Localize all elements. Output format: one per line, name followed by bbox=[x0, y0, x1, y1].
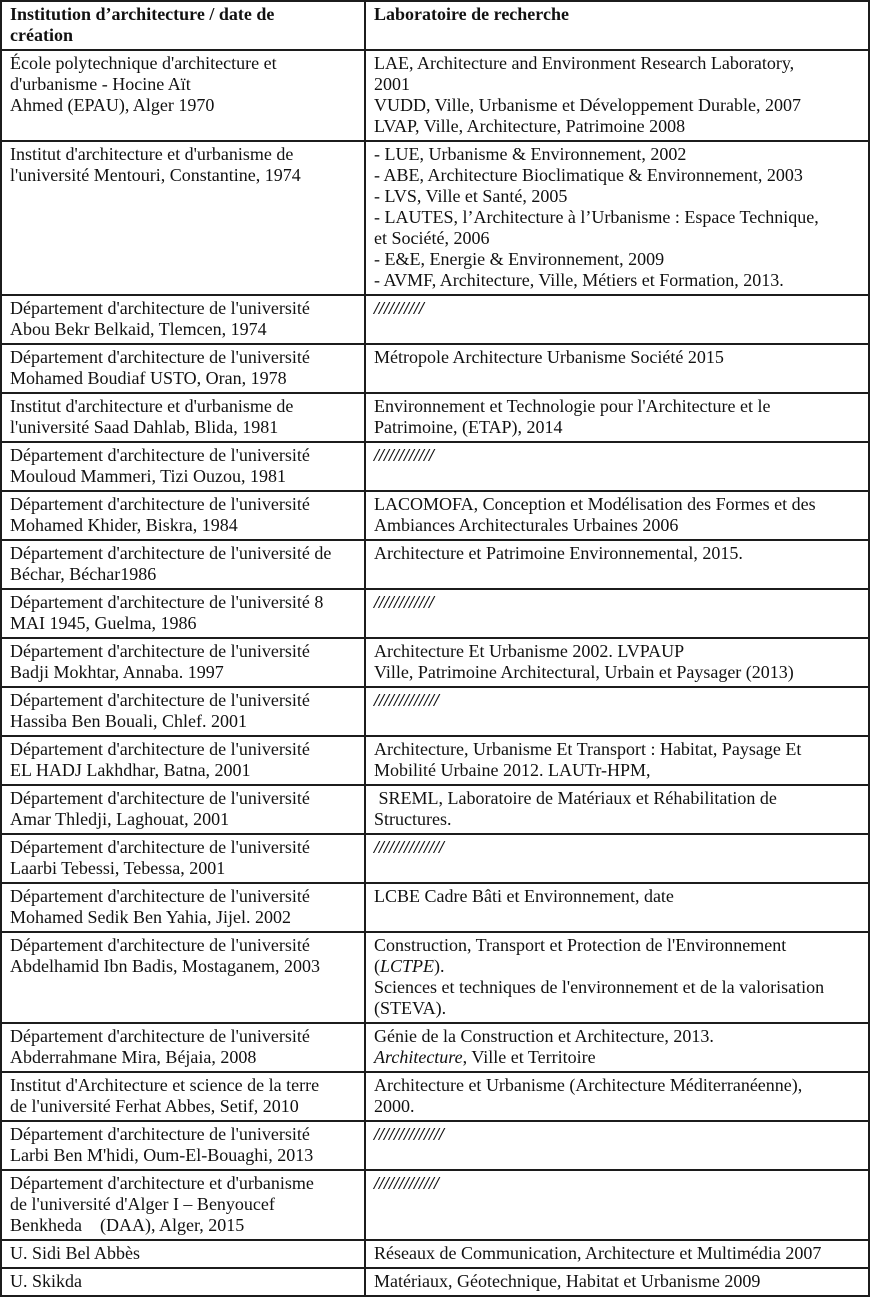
text-segment: U. Sidi Bel Abbès bbox=[10, 1243, 141, 1263]
institution-cell bbox=[1, 393, 365, 442]
text-segment: de l'université Ferhat Abbes, Setif, 2010 bbox=[10, 1096, 299, 1116]
text-segment: Ahmed (EPAU), Alger 1970 bbox=[10, 95, 215, 115]
text-segment: Département d'architecture de l'université bbox=[10, 347, 310, 367]
text-line bbox=[10, 760, 356, 781]
institution-cell bbox=[1, 638, 365, 687]
institution-cell bbox=[1, 736, 365, 785]
text-segment: LVAP, Ville, Architecture, Patrimoine 2008 bbox=[374, 116, 686, 136]
text-line bbox=[10, 907, 356, 928]
text-line bbox=[374, 809, 860, 830]
table-row bbox=[1, 1023, 869, 1072]
text-segment: Mohamed Khider, Biskra, 1984 bbox=[10, 515, 238, 535]
institution-cell bbox=[1, 295, 365, 344]
text-segment: Ambiances Architecturales Urbaines 2006 bbox=[374, 515, 679, 535]
text-line bbox=[374, 1075, 860, 1096]
text-line bbox=[10, 711, 356, 732]
text-line bbox=[374, 494, 860, 515]
text-line bbox=[10, 1271, 356, 1292]
text-line bbox=[10, 417, 356, 438]
text-line bbox=[10, 368, 356, 389]
text-line bbox=[374, 298, 860, 319]
laboratory-cell bbox=[365, 687, 869, 736]
text-line bbox=[10, 466, 356, 487]
text-line bbox=[374, 186, 860, 207]
text-line bbox=[10, 1215, 356, 1236]
text-line bbox=[10, 809, 356, 830]
institution-cell bbox=[1, 1121, 365, 1170]
institution-cell bbox=[1, 1268, 365, 1296]
text-line bbox=[10, 53, 356, 74]
table-row bbox=[1, 1170, 869, 1240]
laboratory-cell bbox=[365, 344, 869, 393]
table-row bbox=[1, 295, 869, 344]
text-line bbox=[374, 543, 860, 564]
laboratory-cell bbox=[365, 393, 869, 442]
text-line bbox=[10, 4, 356, 25]
institution-cell bbox=[1, 883, 365, 932]
text-segment: 2001 bbox=[374, 74, 410, 94]
text-line bbox=[10, 319, 356, 340]
text-segment: Département d'architecture de l'université bbox=[10, 739, 310, 759]
text-line bbox=[374, 956, 860, 977]
text-line bbox=[10, 935, 356, 956]
text-line bbox=[374, 95, 860, 116]
table-row bbox=[1, 1121, 869, 1170]
text-line bbox=[374, 270, 860, 291]
text-segment: Institut d'architecture et d'urbanisme de bbox=[10, 396, 294, 416]
text-line bbox=[374, 249, 860, 270]
text-segment: Département d'architecture de l'université bbox=[10, 1124, 310, 1144]
institution-cell bbox=[1, 1023, 365, 1072]
text-segment: LACOMOFA, Conception et Modélisation des Formes et des bbox=[374, 494, 816, 514]
laboratory-cell bbox=[365, 141, 869, 295]
text-segment: l'université Mentouri, Constantine, 1974 bbox=[10, 165, 301, 185]
laboratory-cell bbox=[365, 736, 869, 785]
text-segment: Architecture, Urbanisme Et Transport : Habitat, Paysage Et bbox=[374, 739, 802, 759]
institution-cell bbox=[1, 540, 365, 589]
text-segment: - ABE, Architecture Bioclimatique & Environnement, 2003 bbox=[374, 165, 803, 185]
text-line bbox=[374, 207, 860, 228]
text-segment: U. Skikda bbox=[10, 1271, 82, 1291]
text-segment: Sciences et techniques de l'environnement et de la valorisation bbox=[374, 977, 825, 997]
text-line bbox=[10, 515, 356, 536]
institution-cell bbox=[1, 1072, 365, 1121]
text-segment: Abderrahmane Mira, Béjaia, 2008 bbox=[10, 1047, 257, 1067]
text-line bbox=[374, 788, 860, 809]
text-line bbox=[374, 1026, 860, 1047]
text-segment: Département d'architecture de l'université bbox=[10, 298, 310, 318]
text-segment: - LVS, Ville et Santé, 2005 bbox=[374, 186, 568, 206]
institution-cell bbox=[1, 1170, 365, 1240]
text-segment: Institut d'Architecture et science de la terre bbox=[10, 1075, 320, 1095]
text-segment: ). bbox=[434, 956, 445, 976]
text-line bbox=[10, 445, 356, 466]
text-line bbox=[374, 1243, 860, 1264]
text-line bbox=[10, 690, 356, 711]
text-segment: Mohamed Sedik Ben Yahia, Jijel. 2002 bbox=[10, 907, 291, 927]
text-line bbox=[374, 739, 860, 760]
text-segment: Architecture et Urbanisme (Architecture Méditerranéenne), bbox=[374, 1075, 803, 1095]
text-segment: Architecture Et Urbanisme 2002. LVPAUP bbox=[374, 641, 685, 661]
text-line bbox=[10, 1173, 356, 1194]
text-segment: , Ville et Territoire bbox=[462, 1047, 596, 1067]
text-segment: SREML, Laboratoire de Matériaux et Réhabilitation de bbox=[374, 788, 777, 808]
text-segment: - E&E, Energie & Environnement, 2009 bbox=[374, 249, 665, 269]
text-segment: Environnement et Technologie pour l'Architecture et le bbox=[374, 396, 771, 416]
text-line bbox=[10, 1124, 356, 1145]
text-segment: - AVMF, Architecture, Ville, Métiers et Formation, 2013. bbox=[374, 270, 784, 290]
text-segment: - LAUTES, l’Architecture à l’Urbanisme : Espace Technique, bbox=[374, 207, 819, 227]
text-line bbox=[10, 494, 356, 515]
header-institution-cell bbox=[1, 1, 365, 50]
text-line bbox=[374, 165, 860, 186]
laboratory-cell bbox=[365, 1072, 869, 1121]
text-segment: Structures. bbox=[374, 809, 452, 829]
laboratory-cell bbox=[365, 638, 869, 687]
text-line bbox=[374, 74, 860, 95]
text-segment: LCTPE bbox=[380, 956, 435, 976]
text-segment: Mohamed Boudiaf USTO, Oran, 1978 bbox=[10, 368, 287, 388]
table-row bbox=[1, 540, 869, 589]
table-row bbox=[1, 1240, 869, 1268]
laboratory-cell bbox=[365, 883, 869, 932]
institution-cell bbox=[1, 141, 365, 295]
text-line bbox=[374, 886, 860, 907]
text-line bbox=[10, 788, 356, 809]
text-line bbox=[10, 396, 356, 417]
text-line bbox=[374, 515, 860, 536]
text-line bbox=[10, 1194, 356, 1215]
text-line bbox=[10, 886, 356, 907]
text-line bbox=[10, 298, 356, 319]
text-segment: Benkheda (DAA), Alger, 2015 bbox=[10, 1215, 245, 1235]
text-segment: Abdelhamid Ibn Badis, Mostaganem, 2003 bbox=[10, 956, 320, 976]
text-segment: VUDD, Ville, Urbanisme et Développement Durable, 2007 bbox=[374, 95, 801, 115]
institution-cell bbox=[1, 344, 365, 393]
laboratory-cell bbox=[365, 932, 869, 1023]
text-line bbox=[374, 998, 860, 1019]
text-segment: Institution d’architecture / date de bbox=[10, 4, 275, 24]
text-line bbox=[10, 956, 356, 977]
text-segment: Département d'architecture de l'université de bbox=[10, 543, 332, 563]
text-segment: Génie de la Construction et Architecture, 2013. bbox=[374, 1026, 714, 1046]
text-line bbox=[10, 592, 356, 613]
text-line bbox=[374, 1173, 860, 1194]
text-segment: //////////// bbox=[374, 592, 435, 612]
laboratory-cell bbox=[365, 785, 869, 834]
text-segment: Institut d'architecture et d'urbanisme de bbox=[10, 144, 294, 164]
text-line bbox=[374, 662, 860, 683]
text-line bbox=[374, 116, 860, 137]
text-segment: 2000. bbox=[374, 1096, 415, 1116]
text-line bbox=[374, 760, 860, 781]
text-line bbox=[374, 641, 860, 662]
text-line bbox=[10, 564, 356, 585]
text-line bbox=[374, 1096, 860, 1117]
text-segment: Matériaux, Géotechnique, Habitat et Urbanisme 2009 bbox=[374, 1271, 761, 1291]
table-body bbox=[1, 50, 869, 1296]
text-segment: ////////// bbox=[374, 298, 425, 318]
text-segment: de l'université d'Alger I – Benyoucef bbox=[10, 1194, 275, 1214]
text-segment: Ville, Patrimoine Architectural, Urbain et Paysager (2013) bbox=[374, 662, 794, 682]
text-segment: Badji Mokhtar, Annaba. 1997 bbox=[10, 662, 224, 682]
text-line bbox=[10, 1075, 356, 1096]
text-segment: Métropole Architecture Urbanisme Société 2015 bbox=[374, 347, 724, 367]
text-line bbox=[374, 977, 860, 998]
institution-cell bbox=[1, 932, 365, 1023]
text-segment: Béchar, Béchar1986 bbox=[10, 564, 157, 584]
text-line bbox=[10, 858, 356, 879]
table-row bbox=[1, 589, 869, 638]
text-segment: ///////////// bbox=[374, 1173, 440, 1193]
table-row bbox=[1, 687, 869, 736]
text-line bbox=[374, 53, 860, 74]
text-segment: l'université Saad Dahlab, Blida, 1981 bbox=[10, 417, 279, 437]
laboratory-cell bbox=[365, 1023, 869, 1072]
header-laboratory-cell bbox=[365, 1, 869, 50]
text-line bbox=[374, 445, 860, 466]
text-line bbox=[10, 74, 356, 95]
text-segment: Hassiba Ben Bouali, Chlef. 2001 bbox=[10, 711, 247, 731]
text-line bbox=[10, 95, 356, 116]
laboratory-cell bbox=[365, 1121, 869, 1170]
text-line bbox=[10, 613, 356, 634]
text-segment: Département d'architecture de l'université 8 bbox=[10, 592, 324, 612]
laboratory-cell bbox=[365, 1268, 869, 1296]
text-line bbox=[374, 228, 860, 249]
text-line bbox=[10, 1026, 356, 1047]
text-segment: École polytechnique d'architecture et bbox=[10, 53, 277, 73]
text-line bbox=[374, 4, 860, 25]
table-row bbox=[1, 736, 869, 785]
text-line bbox=[10, 837, 356, 858]
table-row bbox=[1, 883, 869, 932]
text-segment: Département d'architecture de l'université bbox=[10, 641, 310, 661]
text-segment: ///////////// bbox=[374, 690, 440, 710]
institution-cell bbox=[1, 589, 365, 638]
text-segment: LCBE Cadre Bâti et Environnement, date bbox=[374, 886, 674, 906]
text-segment: Mouloud Mammeri, Tizi Ouzou, 1981 bbox=[10, 466, 287, 486]
text-segment: - LUE, Urbanisme & Environnement, 2002 bbox=[374, 144, 687, 164]
text-line bbox=[374, 1124, 860, 1145]
text-segment: Département d'architecture de l'université bbox=[10, 1026, 310, 1046]
text-line bbox=[374, 935, 860, 956]
institution-cell bbox=[1, 50, 365, 141]
text-line bbox=[10, 1047, 356, 1068]
text-line bbox=[374, 396, 860, 417]
text-segment: création bbox=[10, 25, 73, 45]
table-row bbox=[1, 141, 869, 295]
text-segment: EL HADJ Lakhdhar, Batna, 2001 bbox=[10, 760, 251, 780]
table-row bbox=[1, 442, 869, 491]
text-segment: Abou Bekr Belkaid, Tlemcen, 1974 bbox=[10, 319, 267, 339]
institution-cell bbox=[1, 785, 365, 834]
text-line bbox=[374, 690, 860, 711]
text-segment: Réseaux de Communication, Architecture et Multimédia 2007 bbox=[374, 1243, 822, 1263]
text-segment: LAE, Architecture and Environment Research Laboratory, bbox=[374, 53, 795, 73]
laboratory-cell bbox=[365, 834, 869, 883]
text-segment: MAI 1945, Guelma, 1986 bbox=[10, 613, 197, 633]
text-segment: Département d'architecture de l'université bbox=[10, 788, 310, 808]
text-segment: Construction, Transport et Protection de l'Environnement bbox=[374, 935, 787, 955]
text-line bbox=[374, 347, 860, 368]
text-line bbox=[374, 837, 860, 858]
laboratory-cell bbox=[365, 540, 869, 589]
table-row bbox=[1, 785, 869, 834]
text-line bbox=[10, 165, 356, 186]
text-segment: et Société, 2006 bbox=[374, 228, 490, 248]
text-line bbox=[10, 1096, 356, 1117]
text-segment: Département d'architecture de l'université bbox=[10, 935, 310, 955]
text-segment: Mobilité Urbaine 2012. LAUTr-HPM, bbox=[374, 760, 651, 780]
text-line bbox=[374, 417, 860, 438]
laboratory-cell bbox=[365, 50, 869, 141]
institution-cell bbox=[1, 491, 365, 540]
institution-cell bbox=[1, 687, 365, 736]
institution-cell bbox=[1, 1240, 365, 1268]
table-row bbox=[1, 50, 869, 141]
text-segment: Département d'architecture de l'université bbox=[10, 494, 310, 514]
institution-cell bbox=[1, 442, 365, 491]
text-line bbox=[10, 1243, 356, 1264]
header-row bbox=[1, 1, 869, 50]
text-segment: Amar Thledji, Laghouat, 2001 bbox=[10, 809, 230, 829]
text-line bbox=[10, 739, 356, 760]
text-segment: (STEVA). bbox=[374, 998, 447, 1018]
table-row bbox=[1, 1072, 869, 1121]
text-segment: Architecture et Patrimoine Environnemental, 2015. bbox=[374, 543, 743, 563]
text-segment: Département d'architecture et d'urbanisme bbox=[10, 1173, 314, 1193]
text-line bbox=[10, 641, 356, 662]
laboratory-cell bbox=[365, 589, 869, 638]
text-segment: ////////////// bbox=[374, 1124, 445, 1144]
laboratory-cell bbox=[365, 491, 869, 540]
table-row bbox=[1, 344, 869, 393]
laboratory-cell bbox=[365, 1240, 869, 1268]
text-line bbox=[10, 347, 356, 368]
text-line bbox=[10, 1145, 356, 1166]
laboratory-cell bbox=[365, 295, 869, 344]
text-segment: Patrimoine, (ETAP), 2014 bbox=[374, 417, 563, 437]
text-line bbox=[10, 543, 356, 564]
table-row bbox=[1, 491, 869, 540]
text-segment: Laarbi Tebessi, Tebessa, 2001 bbox=[10, 858, 226, 878]
text-segment: ////////////// bbox=[374, 837, 445, 857]
text-line bbox=[374, 1271, 860, 1292]
text-line bbox=[10, 25, 356, 46]
text-line bbox=[374, 592, 860, 613]
text-segment: Laboratoire de recherche bbox=[374, 4, 569, 24]
text-segment: Département d'architecture de l'université bbox=[10, 445, 310, 465]
laboratory-cell bbox=[365, 1170, 869, 1240]
text-segment: Département d'architecture de l'université bbox=[10, 690, 310, 710]
table-row bbox=[1, 834, 869, 883]
text-segment: //////////// bbox=[374, 445, 435, 465]
text-segment: ( bbox=[374, 956, 380, 976]
text-line bbox=[10, 662, 356, 683]
institution-cell bbox=[1, 834, 365, 883]
text-line bbox=[374, 1047, 860, 1068]
text-segment: Architecture bbox=[374, 1047, 463, 1067]
table-row bbox=[1, 932, 869, 1023]
text-line bbox=[374, 144, 860, 165]
text-segment: Département d'architecture de l'université bbox=[10, 837, 310, 857]
text-segment: d'urbanisme - Hocine Aït bbox=[10, 74, 191, 94]
table-row bbox=[1, 1268, 869, 1296]
laboratory-cell bbox=[365, 442, 869, 491]
text-segment: Département d'architecture de l'université bbox=[10, 886, 310, 906]
table-header bbox=[1, 1, 869, 50]
text-line bbox=[10, 144, 356, 165]
table-row bbox=[1, 638, 869, 687]
text-segment: Larbi Ben M'hidi, Oum-El-Bouaghi, 2013 bbox=[10, 1145, 314, 1165]
table-row bbox=[1, 393, 869, 442]
